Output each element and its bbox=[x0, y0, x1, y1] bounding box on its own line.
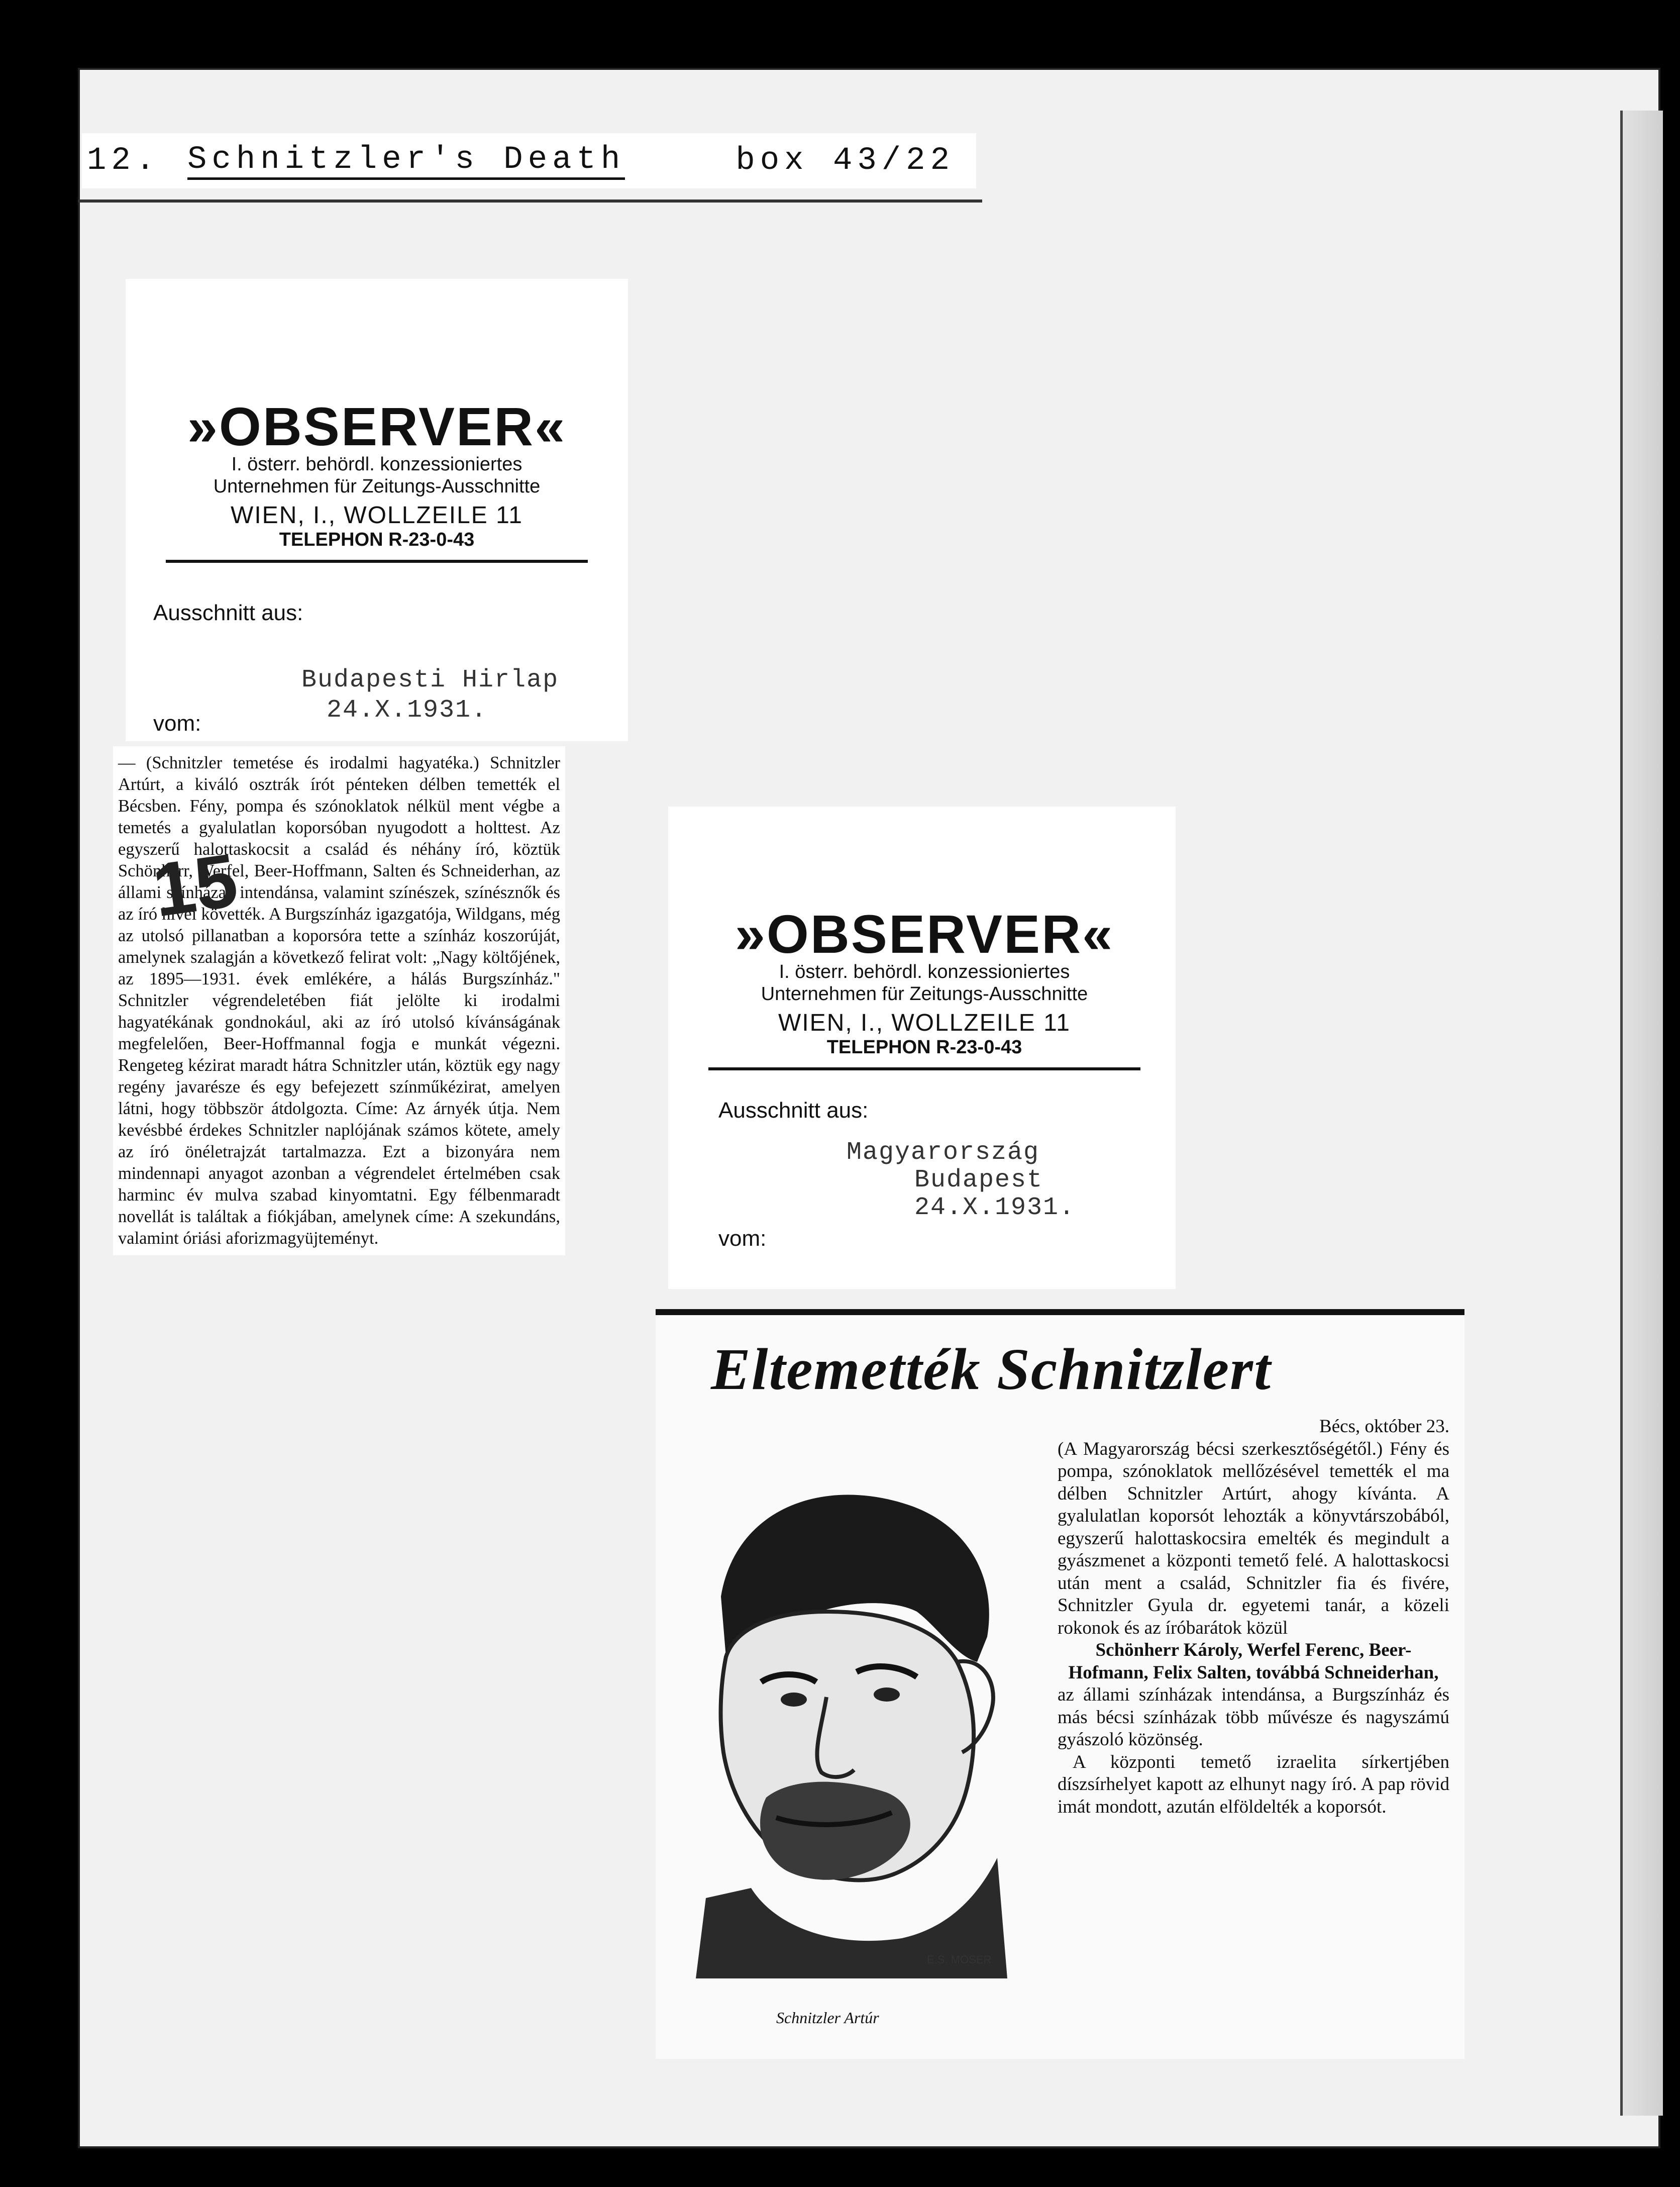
article-para-2: az állami színházak intendánsa, a Burgszínház és más bécsi színházak több művésze és nagyszámú gyászoló közönség. bbox=[1058, 1684, 1449, 1750]
observer-rule bbox=[708, 1067, 1140, 1070]
observer-address: WIEN, I., WOLLZEILE 11 bbox=[231, 502, 523, 529]
portrait-caption: Schnitzler Artúr bbox=[776, 2009, 879, 2027]
dateline: Bécs, október 23. bbox=[1319, 1416, 1449, 1437]
observer-card-1 bbox=[126, 279, 628, 741]
article-names: Schönherr Károly, Werfel Ferenc, Beer-Hofmann, Felix Salten, továbbá Schneiderhan, bbox=[1068, 1640, 1439, 1683]
page-edge bbox=[1620, 111, 1663, 2116]
clipping-magyarorszag bbox=[656, 1309, 1464, 2059]
observer-card-2 bbox=[668, 807, 1176, 1289]
card2-city: Budapest bbox=[914, 1166, 1043, 1195]
observer-line1: I. österr. behördl. konzessioniertes bbox=[231, 454, 522, 475]
handwritten-mark: 15 bbox=[148, 837, 243, 933]
card2-date: 24.X.1931. bbox=[914, 1194, 1076, 1222]
article-para-1: (A Magyarország bécsi szerkesztőségétől.) Fény és pompa, szónoklatok mellőzésével temették el ma délben Schnitzler Artúrt, ahogy kívánta. A gyalulatlan koporsót lehozták a könyvtárszobából, egyszerű halottaskocsira emelték és megindult a gyászmenet a központi temető felé. A halottaskocsi után ment a család, Schnitzler fia és fivére, Schnitzler Gyula dr. egyetemi tanár, a közeli rokonok és az íróbarátok közül bbox=[1058, 1438, 1449, 1638]
header-divider bbox=[78, 200, 982, 203]
portrait-drawing bbox=[676, 1446, 1012, 1978]
ausschnitt-label: Ausschnitt aus: bbox=[153, 601, 303, 625]
file-header bbox=[82, 133, 976, 188]
headline: Eltemették Schnitzlert bbox=[711, 1336, 1272, 1402]
article-column bbox=[1058, 1416, 1449, 1818]
vom-label: vom: bbox=[718, 1226, 767, 1251]
observer-line1: I. österr. behördl. konzessioniertes bbox=[779, 961, 1070, 982]
vom-label: vom: bbox=[153, 711, 201, 736]
clipping-budapesti-hirlap bbox=[113, 746, 565, 1255]
box-number: box 43/22 bbox=[736, 143, 955, 179]
observer-telephon: TELEPHON R-23-0-43 bbox=[826, 1037, 1022, 1058]
observer-rule bbox=[166, 560, 588, 563]
ausschnitt-label: Ausschnitt aus: bbox=[718, 1098, 869, 1123]
observer-line2: Unternehmen für Zeitungs-Ausschnitte bbox=[761, 983, 1088, 1005]
observer-logo: »OBSERVER« bbox=[734, 904, 1114, 964]
observer-line2: Unternehmen für Zeitungs-Ausschnitte bbox=[213, 475, 541, 497]
observer-logo: »OBSERVER« bbox=[187, 396, 567, 457]
card2-source: Magyarország bbox=[847, 1138, 1040, 1167]
archive-page bbox=[78, 68, 1660, 2148]
artist-signature: E.S. MOSER bbox=[927, 1953, 992, 1966]
card1-date: 24.X.1931. bbox=[327, 696, 488, 725]
file-title: Schnitzler's Death bbox=[187, 142, 625, 180]
clip1-paragraph: — (Schnitzler temetése és irodalmi hagyatéka.) Schnitzler Artúrt, a kiváló osztrák írót pénteken délben temették el Bécsben. Fény, pompa és szónoklatok nélkül ment végbe a temetés a gyalulatlan koporsóban nyugodott a holttest. Az egyszerű halottaskocsit a család és néhány író, köztük Schönherr, Werfel, Beer-Hoffmann, Salten és Schneiderhan, az állami színházak intendánsa, valamint színészek, színésznők és az író hívei követték. A Burgszínház igazgatója, Wildgans, még az utolsó pillanatban a koporsóra tette a színház koszorúját, amelynek szalagján a következő felirat volt: „Nagy költőjének, az 1895—1931. évek emlékére, a hálás Burgszínház." Schnitzler végrendeletében fiát jelölte ki irodalmi hagyatékának gondnokául, aki az író utolsó kívánságának megfelelően, Beer-Hoffmannal fogja e munkát végezni. Rengeteg kézirat maradt hátra Schnitzler után, köztük egy nagy regény javarésze és egy befejezett színműkézirat, amelyen látni, hogy többször átdolgozta. Címe: Az árnyék útja. Nem kevésbbé érdekes Schnitzler naplójának számos kötete, amely az író önéletrajzát tartalmazza. Ezt a bizonyára nem mindennapi anyagot azonban a végrendelet értelmében csak harminc év mulva szabad kinyomtatni. Egy félbenmaradt novellát is találtak a fiókjában, amelynek címe: A szekundáns, valamint óriási aforizmagyüjteményt. bbox=[118, 753, 560, 1248]
observer-telephon: TELEPHON R-23-0-43 bbox=[279, 529, 475, 551]
article-para-3: A központi temető izraelita sírkertjében díszsírhelyet kapott az elhunyt nagy író. A pap rövid imát mondott, azután elföldelték a koporsót. bbox=[1058, 1751, 1449, 1817]
observer-address: WIEN, I., WOLLZEILE 11 bbox=[778, 1010, 1071, 1037]
file-number: 12. bbox=[87, 143, 160, 179]
card1-source: Budapesti Hirlap bbox=[301, 666, 559, 694]
